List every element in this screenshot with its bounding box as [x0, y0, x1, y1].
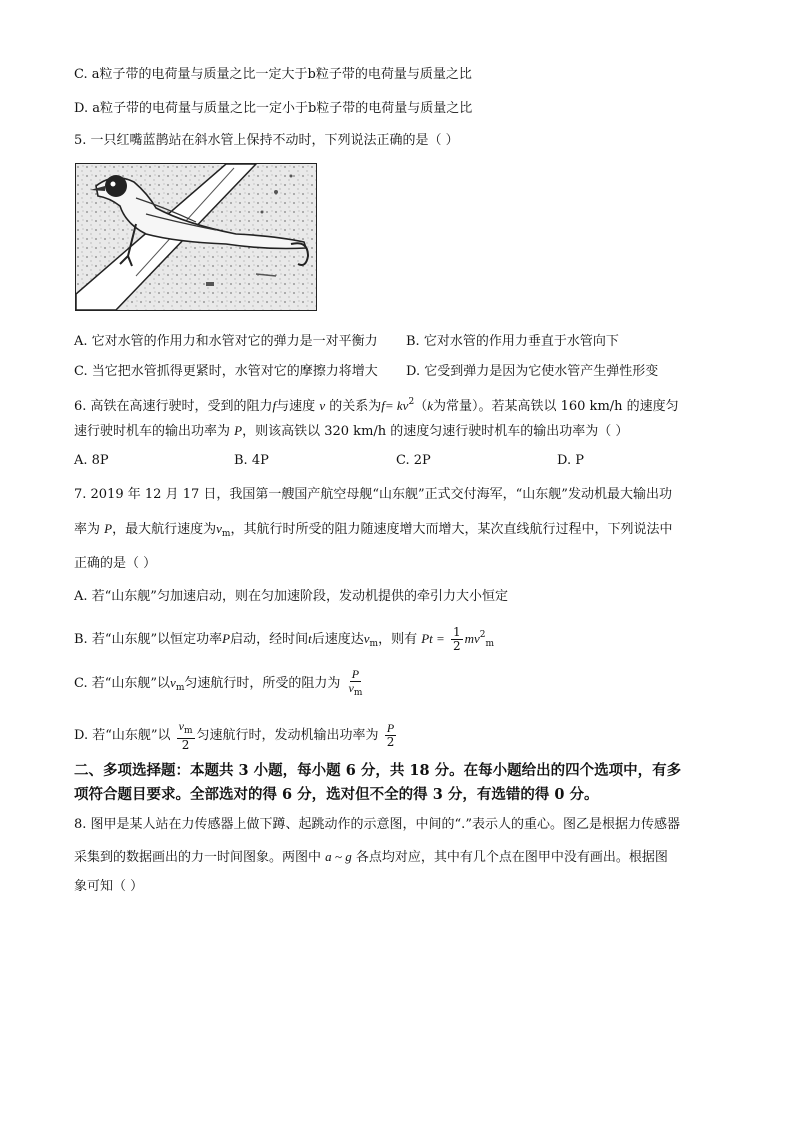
q7-option-a: A. 若“山东舰”匀加速启动，则在匀加速阶段，发动机提供的牵引力大小恒定 — [74, 589, 508, 604]
q7-option-b: B. 若“山东舰”以恒定功率P启动，经时间t后速度达$v_m$，则有 Pt = $\frac{1}{2}$ $mv^2_m$ — [74, 625, 495, 653]
q8-line-1: 8. 图甲是某人站在力传感器上做下蹲、起跳动作的示意图，中间的“.”表示人的重心。图乙是根据力传感器 — [74, 817, 680, 832]
q5-option-d: D. 它受到弹力是因为它使水管产生弹性形变 — [406, 364, 659, 379]
half-fraction: $\frac{1}{2}$ — [452, 625, 461, 653]
q7-line-1: 7. 2019 年 12 月 17 日，我国第一艘国产航空母舰“山东舰”正式交付海军，“山东舰”发动机最大输出功 — [74, 487, 672, 502]
q6-line-2: 速行驶时机车的输出功率为 P，则该高铁以 320 km/h 的速度匀速行驶时机车的输出功率为（ ） — [74, 423, 629, 439]
bird-on-pipe-photo — [75, 163, 317, 311]
q8-line-3: 象可知（ ） — [74, 879, 144, 894]
q7-option-c: C. 若“山东舰”以$v_m$匀速航行时，所受的阻力为 $\frac{P}{v_m}$ — [74, 666, 363, 698]
q5-option-a: A. 它对水管的作用力和水管对它的弹力是一对平衡力 — [74, 334, 378, 349]
p-over-2-fraction: $\frac{P}{2}$ — [386, 721, 395, 749]
q4-option-d: D. a粒子带的电荷量与质量之比一定小于b粒子带的电荷量与质量之比 — [74, 101, 473, 116]
q6-option-d: D. P — [557, 453, 584, 468]
q5-option-c: C. 当它把水管抓得更紧时，水管对它的摩擦力将增大 — [74, 364, 378, 379]
q7-line-2: 率为 P，最大航行速度为$v_m$，其航行时所受的阻力随速度增大而增大，某次直线航行过程中，下列说法中 — [74, 521, 673, 539]
q7-option-d: D. 若“山东舰”以 $\frac{v_m}{2}$ 匀速航行时，发动机输出功率为 $\frac{P}{2}$ — [74, 718, 395, 752]
q6-option-c: C. 2P — [396, 453, 431, 468]
vm-over-2-fraction: $\frac{v_m}{2}$ — [178, 718, 193, 752]
q4-option-c: C. a粒子带的电荷量与质量之比一定大于b粒子带的电荷量与质量之比 — [74, 67, 472, 82]
q8-line-2: 采集到的数据画出的力一时间图象。两图中 a ~ g 各点均对应，其中有几个点在图甲中没有画出。根据图 — [74, 849, 668, 865]
q6-line-1: 6. 高铁在高速行驶时，受到的阻力f与速度 v 的关系为$f= kv^2(k$为常量）。若某高铁以 160 km/h 的速度匀 — [74, 397, 679, 414]
q6-option-b: B. 4P — [234, 453, 269, 468]
p-over-vm-fraction: $\frac{P}{v_m}$ — [348, 666, 363, 698]
q6-option-a: A. 8P — [74, 453, 109, 468]
section-2-heading-line-2: 项符合题目要求。全部选对的得 6 分，选对但不全的得 3 分，有选错的得 0 分。 — [74, 786, 599, 803]
section-2-heading-line-1: 二、多项选择题：本题共 3 小题，每小题 6 分，共 18 分。在每小题给出的四个选项中，有多 — [74, 762, 682, 779]
q5-option-b: B. 它对水管的作用力垂直于水管向下 — [406, 334, 619, 349]
q5-stem: 5. 一只红嘴蓝鹊站在斜水管上保持不动时，下列说法正确的是（ ） — [74, 133, 459, 148]
q7-line-3: 正确的是（ ） — [74, 556, 157, 571]
